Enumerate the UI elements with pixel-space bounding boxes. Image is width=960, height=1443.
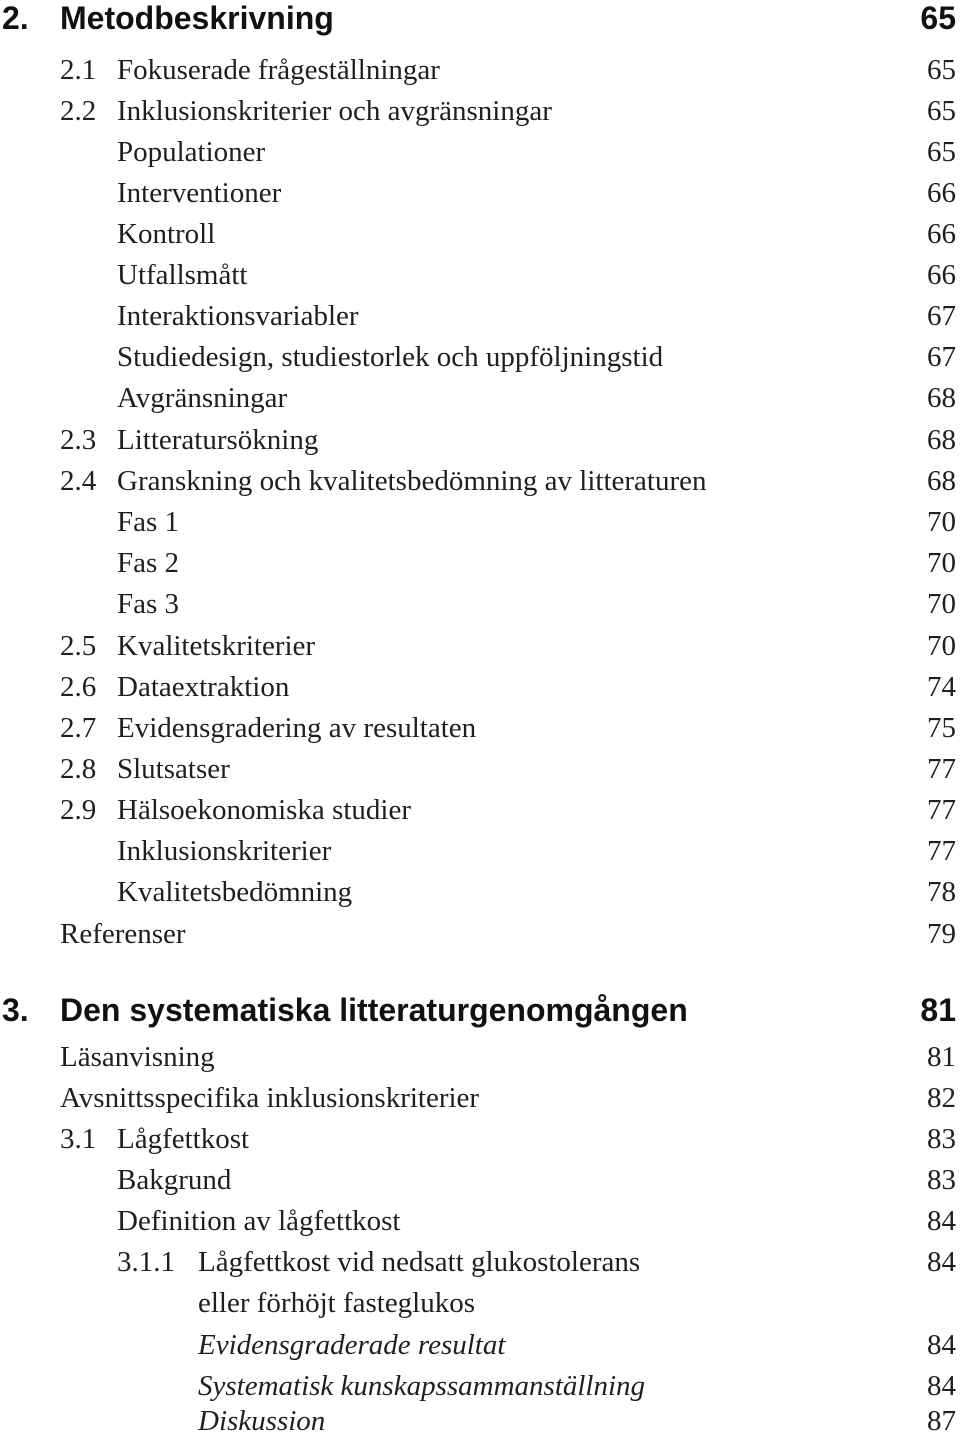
toc-subentry[interactable] [0,1401,960,1441]
subentry-title: Avgränsningar [117,382,288,414]
toc-chapter-3[interactable] [0,990,960,1030]
page-number: 68 [927,382,956,414]
toc-subentry[interactable] [0,502,960,542]
page-number: 81 [927,1041,956,1073]
toc-subentry[interactable] [0,831,960,871]
section-title: Slutsatser [117,753,230,785]
page-number: 77 [927,753,956,785]
section-title: Litteratursökning [117,424,319,456]
page-number: 83 [927,1123,956,1155]
subentry-title: Interventioner [117,177,282,209]
subentry-title: Studiedesign, studiestorlek och uppföljningstid [117,341,664,373]
page-number: 68 [927,424,956,456]
page-number: 65 [927,95,956,127]
section-title: Inklusionskriterier och avgränsningar [117,95,552,127]
chapter-title: Metodbeskrivning [60,0,334,36]
toc-chapter-2[interactable] [0,0,960,38]
toc-subentry[interactable] [0,214,960,254]
section-number: 2.1 [60,54,97,86]
page-number: 84 [927,1329,956,1361]
chapter-title: Den systematiska litteraturgenomgången [60,992,688,1028]
section-number: 2.9 [60,794,97,826]
page-number: 68 [927,465,956,497]
section-number: 3.1.1 [117,1246,175,1278]
page-number: 84 [927,1246,956,1278]
subentry-title: Diskussion [198,1405,326,1437]
toc-subentry[interactable] [0,1325,960,1365]
page-number: 75 [927,712,956,744]
toc-entry-3-1-1[interactable] [0,1242,960,1282]
subentry-title: Evidensgraderade resultat [198,1329,506,1361]
page-number: 70 [927,506,956,538]
page-number: 77 [927,794,956,826]
toc-subentry[interactable] [0,378,960,418]
section-title-continued: eller förhöjt fasteglukos [198,1287,476,1319]
toc-entry-2-9[interactable] [0,790,960,830]
section-title: Referenser [60,918,186,950]
section-title: Hälsoekonomiska studier [117,794,411,826]
section-number: 2.8 [60,753,97,785]
section-number: 3.1 [60,1123,97,1155]
toc-subentry[interactable] [0,337,960,377]
page-number: 65 [920,0,956,36]
page-number: 79 [927,918,956,950]
section-title: Lågfettkost vid nedsatt glukostolerans [198,1246,641,1278]
section-number: 2.7 [60,712,97,744]
toc-entry-2-5[interactable] [0,626,960,666]
subentry-title: Fas 2 [117,547,180,579]
toc-entry-3-1-1-continued [0,1283,960,1323]
subentry-title: Definition av lågfettkost [117,1205,401,1237]
toc-subentry[interactable] [0,872,960,912]
subentry-title: Fas 1 [117,506,180,538]
toc-entry-2-2[interactable] [0,91,960,131]
toc-entry-2-8[interactable] [0,749,960,789]
toc-entry-2-7[interactable] [0,708,960,748]
subentry-title: Populationer [117,136,266,168]
page-number: 84 [927,1205,956,1237]
toc-subentry[interactable] [0,584,960,624]
toc-entry-3-1[interactable] [0,1119,960,1159]
toc-subentry[interactable] [0,296,960,336]
page-number: 83 [927,1164,956,1196]
toc-subentry[interactable] [0,173,960,213]
page-number: 65 [927,54,956,86]
section-title: Kvalitetskriterier [117,630,316,662]
page-number: 74 [927,671,956,703]
section-title: Granskning och kvalitetsbedömning av litteraturen [117,465,707,497]
section-title: Dataextraktion [117,671,290,703]
page-number: 65 [927,136,956,168]
toc-subentry[interactable] [0,132,960,172]
section-title: Evidensgradering av resultaten [117,712,477,744]
page-number: 81 [920,992,956,1028]
section-title: Fokuserade frågeställningar [117,54,440,86]
page-number: 66 [927,218,956,250]
chapter-number: 2. [2,0,29,36]
subentry-title: Fas 3 [117,588,180,620]
section-number: 2.2 [60,95,97,127]
page-number: 67 [927,341,956,373]
page-number: 70 [927,588,956,620]
toc-entry[interactable] [0,1078,960,1118]
page-number: 66 [927,259,956,291]
toc-entry[interactable] [0,1037,960,1077]
section-title: Lågfettkost [117,1123,250,1155]
section-number: 2.6 [60,671,97,703]
section-title: Läsanvisning [60,1041,215,1073]
page-number: 77 [927,835,956,867]
toc-entry-2-4[interactable] [0,461,960,501]
page-number: 70 [927,547,956,579]
toc-entry-2-1[interactable] [0,50,960,90]
subentry-title: Kontroll [117,218,216,250]
subentry-title: Interaktionsvariabler [117,300,359,332]
toc-subentry[interactable] [0,1366,960,1406]
section-number: 2.3 [60,424,97,456]
section-number: 2.4 [60,465,97,497]
subentry-title: Bakgrund [117,1164,232,1196]
page-number: 82 [927,1082,956,1114]
section-title: Avsnittsspecifika inklusionskriterier [60,1082,480,1114]
toc-subentry[interactable] [0,255,960,295]
page-number: 84 [927,1370,956,1402]
toc-subentry[interactable] [0,1201,960,1241]
section-number: 2.5 [60,630,97,662]
toc-subentry[interactable] [0,1160,960,1200]
page-number: 66 [927,177,956,209]
page-number: 67 [927,300,956,332]
toc-entry-references[interactable] [0,914,960,954]
subentry-title: Systematisk kunskapssammanställning [198,1370,646,1402]
toc-entry-2-3[interactable] [0,420,960,460]
chapter-number: 3. [2,992,29,1028]
subentry-title: Utfallsmått [117,259,248,291]
page-number: 70 [927,630,956,662]
subentry-title: Kvalitetsbedömning [117,876,353,908]
toc-entry-2-6[interactable] [0,667,960,707]
page-number: 78 [927,876,956,908]
toc-subentry[interactable] [0,543,960,583]
page-number: 87 [927,1405,956,1437]
subentry-title: Inklusionskriterier [117,835,332,867]
